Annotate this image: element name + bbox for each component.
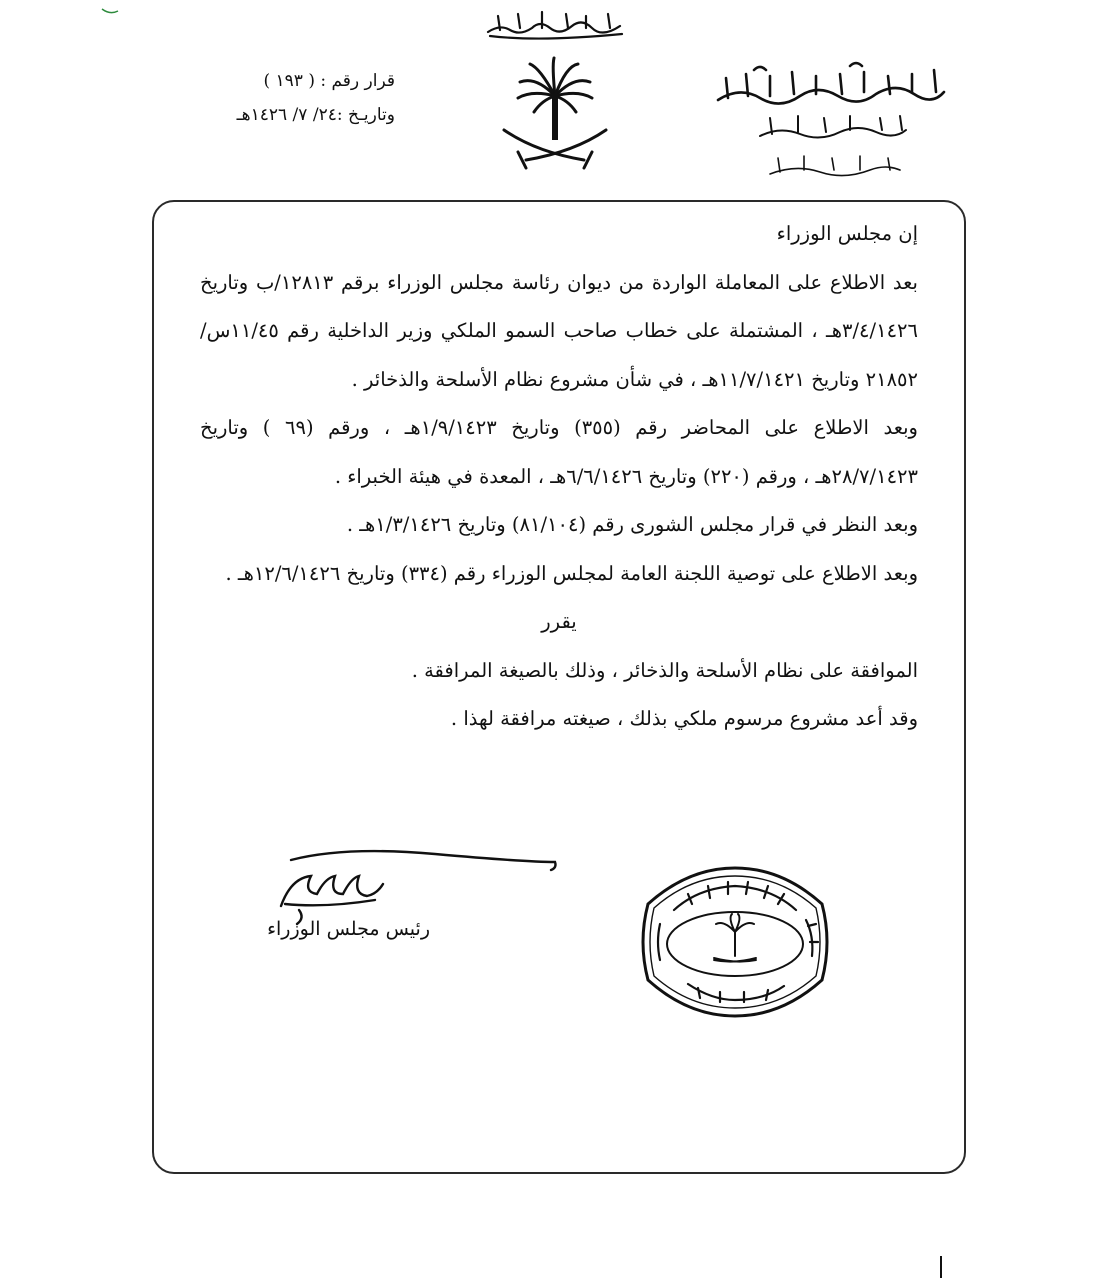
paragraph-committee: وبعد الاطلاع على توصية اللجنة العامة لمجلس الوزراء رقم (٣٣٤) وتاريخ ١٢/٦/١٤٢٦هـ . bbox=[225, 561, 918, 585]
signer-title: رئيس مجلس الوزراء bbox=[267, 918, 430, 940]
scan-corner-tick bbox=[100, 0, 120, 8]
palm-swords-emblem bbox=[496, 56, 614, 174]
resolution-line: الموافقة على نظام الأسلحة والذخائر ، وذلك بالصيغة المرافقة . bbox=[411, 658, 918, 682]
official-seal bbox=[628, 864, 842, 1020]
decision-reference bbox=[150, 64, 395, 132]
decision-body bbox=[200, 210, 918, 744]
letterhead-calligraphy bbox=[700, 60, 950, 190]
scan-edge-mark bbox=[938, 1254, 944, 1280]
paragraph-minutes: وبعد الاطلاع على المحاضر رقم (٣٥٥) وتاريخ ١/٩/١٤٢٣هـ ، ورقم (٦٩ ) وتاريخ ٢٨/٧/١٤٢٣هـ ، ورقم (٢٢٠) وتاريخ ٦/٦/١٤٢٦هـ ، المعدة في هيئة الخبراء . bbox=[200, 416, 918, 488]
closing-line: وقد أعد مشروع مرسوم ملكي بذلك ، صيغته مرافقة لهذا . bbox=[450, 707, 918, 730]
basmala-calligraphy bbox=[480, 6, 630, 42]
decision-date: وتاريـخ :٢٤/ ٧/ ١٤٢٦هـ bbox=[236, 105, 395, 125]
paragraph-transaction: بعد الاطلاع على المعاملة الواردة من ديوان رئاسة مجلس الوزراء برقم ١٢٨١٣/ب وتاريخ ٣/٤/١٤٢٦هـ ، المشتملة على خطاب صاحب السمو الملكي وزير الداخلية رقم ١١/٤٥س/٢١٨٥٢ وتاريخ ١١/٧/١٤٢١هـ ، في شأن مشروع نظام الأسلحة والذخائر . bbox=[200, 270, 918, 391]
decision-number: قرار رقم : ( ١٩٣ ) bbox=[263, 71, 395, 91]
handwritten-signature bbox=[255, 848, 565, 928]
opening-line: إن مجلس الوزراء bbox=[776, 222, 918, 245]
paragraph-shura: وبعد النظر في قرار مجلس الشورى رقم (٨١/١٠٤) وتاريخ ١/٣/١٤٢٦هـ . bbox=[346, 513, 918, 536]
decision-word: يقرر bbox=[541, 610, 577, 633]
